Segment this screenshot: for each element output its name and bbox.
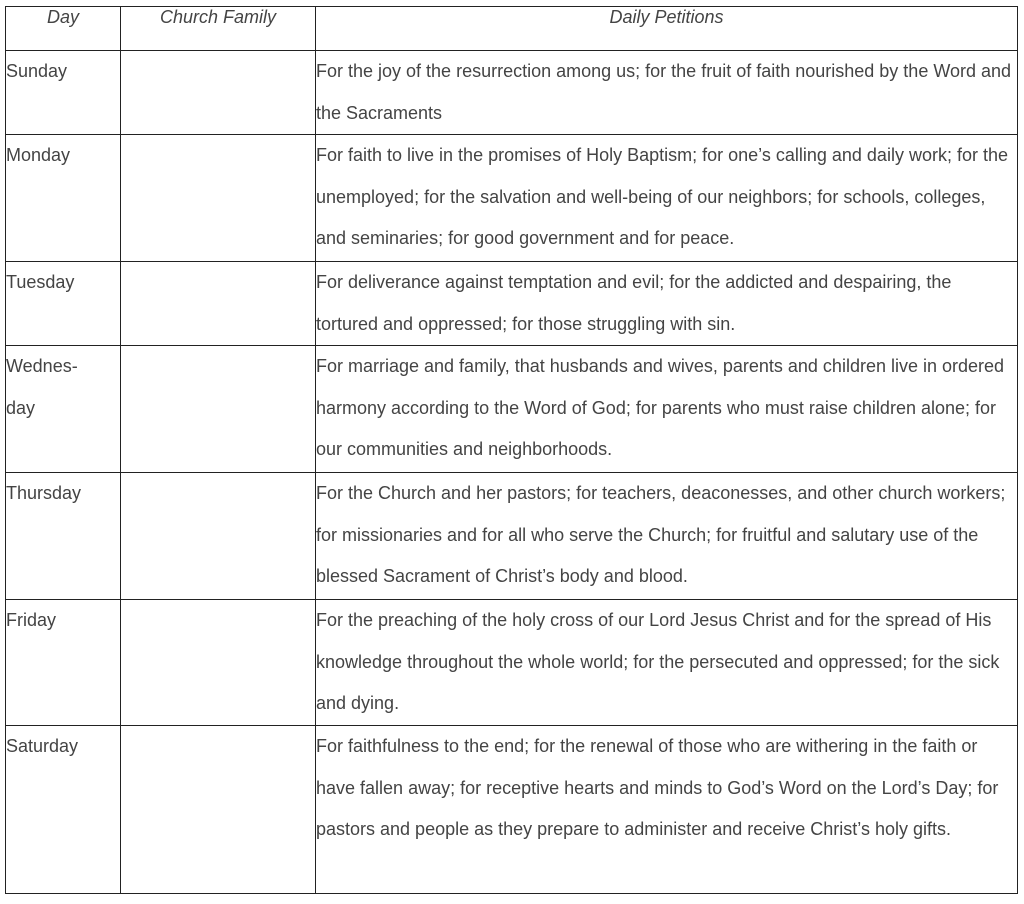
table-row: [6, 135, 1018, 262]
day-cell: Saturday: [6, 726, 121, 894]
table-row: [6, 726, 1018, 894]
church-family-cell: [121, 726, 316, 894]
table-row: [6, 473, 1018, 600]
church-family-cell: [121, 262, 316, 346]
day-cell: Monday: [6, 135, 121, 262]
day-cell: Friday: [6, 600, 121, 726]
petition-cell: For faith to live in the promises of Holy Baptism; for one’s calling and daily work; for the unemployed; for the salvation and well-being of our neighbors; for schools, colleges, and seminaries; for good government and for peace.: [316, 135, 1018, 262]
table-row: [6, 51, 1018, 135]
petition-cell: For faithfulness to the end; for the renewal of those who are withering in the faith or have fallen away; for receptive hearts and minds to God’s Word on the Lord’s Day; for pastors and people as they prepare to administer and receive Christ’s holy gifts.: [316, 726, 1018, 894]
church-family-cell: [121, 600, 316, 726]
header-church-family: Church Family: [121, 7, 316, 51]
day-cell: [6, 346, 121, 473]
table-row: [6, 600, 1018, 726]
petition-cell: For the joy of the resurrection among us; for the fruit of faith nourished by the Word and the Sacraments: [316, 51, 1018, 135]
church-family-cell: [121, 473, 316, 600]
daily-petitions-table: [5, 6, 1018, 894]
table-row: [6, 262, 1018, 346]
day-cell: Tuesday: [6, 262, 121, 346]
table-row: [6, 346, 1018, 473]
church-family-cell: [121, 51, 316, 135]
petition-cell: For deliverance against temptation and evil; for the addicted and despairing, the tortured and oppressed; for those struggling with sin.: [316, 262, 1018, 346]
petition-cell: For marriage and family, that husbands and wives, parents and children live in ordered harmony according to the Word of God; for parents who must raise children alone; for our communities and neighborhoods.: [316, 346, 1018, 473]
header-daily-petitions: Daily Petitions: [316, 7, 1018, 51]
church-family-cell: [121, 346, 316, 473]
day-cell: Thursday: [6, 473, 121, 600]
day-cell-text: Wednes-day: [6, 356, 78, 418]
petition-cell: For the preaching of the holy cross of our Lord Jesus Christ and for the spread of His knowledge throughout the whole world; for the persecuted and oppressed; for the sick and dying.: [316, 600, 1018, 726]
petition-cell: For the Church and her pastors; for teachers, deaconesses, and other church workers; for missionaries and for all who serve the Church; for fruitful and salutary use of the blessed Sacrament of Christ’s body and blood.: [316, 473, 1018, 600]
day-cell: Sunday: [6, 51, 121, 135]
header-day: Day: [6, 7, 121, 51]
header-row: [6, 7, 1018, 51]
church-family-cell: [121, 135, 316, 262]
